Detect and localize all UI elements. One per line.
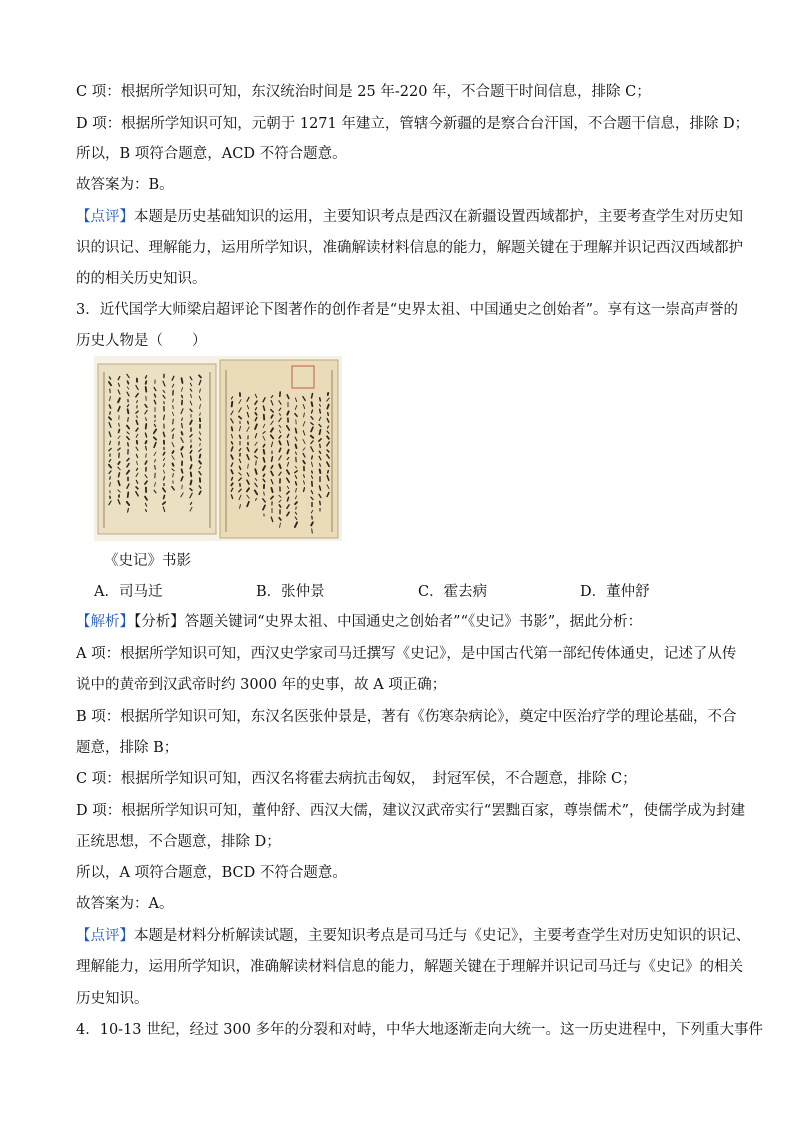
q3-stem-line-1: 3．近代国学大师梁启超评论下图著作的创作者是“史界太祖、中国通史之创始者”。享有这一崇高声誉的 [76,302,739,318]
text-stroke [295,502,297,504]
text-stroke [320,470,321,474]
text-stroke [128,492,129,497]
text-stroke [296,482,297,485]
q2-comment-line-3: 的的相关历史知识。 [76,271,207,287]
q3-comment-line-1 [76,926,751,946]
text-stroke [190,465,191,469]
text-stroke [182,378,183,383]
figure-caption: 《史记》书影 [104,553,191,569]
q2-comment-tag: 【点评】 [76,209,134,225]
text-stroke [320,501,321,504]
text-stroke [164,415,165,420]
q3-option-a-analysis-2: 说中的黄帝到汉武帝时约 3000 年的史事，故 A 项正确； [76,677,447,693]
q3-comment-line-3: 历史知识。 [76,991,149,1007]
text-stroke [182,395,183,397]
q3-comment-text-1: 本题是材料分析解读试题，主要知识考点是司马迁与《史记》，主要考查学生对历史知识的识记、 [134,928,751,944]
text-stroke [232,402,233,407]
text-stroke [296,429,297,433]
text-stroke [312,456,313,459]
text-stroke [173,464,174,466]
text-stroke [279,464,280,468]
q2-option-d-analysis: D 项：根据所学知识可知，元朝于 1271 年建立，管辖今新疆的是察合台汗国，不合题干信息，排除 D； [76,116,750,132]
q2-option-c-analysis: C 项：根据所学知识可知，东汉统治时间是 25 年-220 年，不合题干时间信息，排除 C； [76,84,651,100]
text-stroke [191,472,192,476]
text-stroke [137,416,138,418]
text-stroke [232,427,233,431]
text-stroke [146,510,147,512]
q2-conclusion: 所以，B 项符合题意，ACD 不符合题意。 [76,146,347,162]
text-stroke [320,398,321,401]
text-stroke [173,419,174,424]
text-stroke [264,450,265,454]
q3-option-b: B．张仲景 [256,584,325,600]
text-stroke [232,477,233,480]
q3-option-c-analysis: C 项：根据所学知识可知，西汉名将霍去病抗击匈奴， 封冠军侯，不合题意，排除 C； [76,771,637,787]
text-stroke [164,496,165,499]
text-stroke [191,456,192,460]
text-stroke [200,455,201,458]
q4-stem-line-1: 4．10-13 世纪，经过 300 多年的分裂和对峙，中华大地逐渐走向大统一。这一历史进程中，下列重大事件 [76,1022,764,1038]
q3-option-b-analysis-2: 题意，排除 B； [76,740,179,756]
q2-comment-text-1: 本题是历史基础知识的运用，主要知识考点是西汉在新疆设置西域都护，主要考查学生对历史知 [134,209,743,225]
text-stroke [146,387,147,392]
text-stroke [119,430,120,433]
text-stroke [182,432,183,435]
text-stroke [200,413,201,415]
q3-stem-line-2: 历史人物是（ ） [76,333,207,349]
q3-option-d-analysis-1: D 项：根据所学知识可知，董仲舒、西汉大儒，建议汉武帝实行“罢黜百家，尊崇儒术”，使儒学成为封建 [76,803,746,819]
text-stroke [264,492,265,495]
text-stroke [320,444,321,447]
text-stroke [128,443,129,446]
text-stroke [248,421,249,423]
q2-comment-line-1 [76,207,746,227]
text-stroke [328,413,329,416]
text-stroke [312,529,313,533]
q3-analysis-text-1: 【分析】答题关键词“史界太祖、中国通史之创始者”“《史记》书影”，据此分析： [134,614,643,630]
text-stroke [304,475,305,478]
q3-comment-tag: 【点评】 [76,928,134,944]
text-stroke [128,509,129,512]
q2-answer: 故答案为：B。 [76,177,174,193]
text-stroke [240,435,241,438]
text-stroke [173,434,174,438]
q3-analysis-tag: 【解析】 [76,614,134,630]
text-stroke [191,481,192,485]
text-stroke [320,430,321,435]
text-stroke [146,424,147,429]
q2-comment-line-2: 识的识记、理解能力，运用所学知识，准确解读材料信息的能力，解题关键在于理解并识记西汉西域都护 [76,240,743,256]
text-stroke [128,381,129,383]
text-stroke [191,446,192,448]
q3-option-a-analysis-1: A 项：根据所学知识可知，西汉史学家司马迁撰写《史记》，是中国古代第一部纪传体通史，记述了从传 [76,646,737,662]
text-stroke [118,462,119,464]
text-stroke [155,459,156,462]
text-stroke [155,420,156,422]
q3-option-a: A．司马迁 [94,584,163,600]
text-stroke [146,381,147,384]
text-stroke [110,477,111,480]
q3-option-d-analysis-2: 正统思想，不合题意，排除 D； [76,834,281,850]
text-stroke [255,413,256,415]
text-stroke [263,474,264,476]
text-stroke [312,471,313,473]
text-stroke [182,418,183,420]
shiji-book-image [94,356,342,541]
text-stroke [231,483,232,485]
text-stroke [328,426,329,428]
text-stroke [263,458,264,462]
text-stroke [312,402,313,406]
text-stroke [256,461,257,465]
text-stroke [271,488,272,492]
text-stroke [232,442,233,444]
text-stroke [320,464,321,467]
text-stroke [173,399,174,402]
q3-answer: 故答案为：A。 [76,896,174,912]
q3-option-c: C．霍去病 [418,584,488,600]
q3-option-b-analysis-1: B 项：根据所学知识可知，东汉名医张仲景是，著有《伤寒杂病论》，奠定中医治疗学的理论基础，不合 [76,709,737,725]
text-stroke [155,425,156,427]
text-stroke [110,441,111,444]
q3-conclusion: 所以，A 项符合题意，BCD 不符合题意。 [76,865,347,881]
text-stroke [173,474,174,478]
text-stroke [146,446,147,450]
text-stroke [312,394,313,398]
text-stroke [320,409,321,413]
text-stroke [328,471,329,473]
text-stroke [155,466,156,470]
text-stroke [173,405,174,408]
text-stroke [320,486,321,490]
text-stroke [296,445,297,449]
q3-comment-line-2: 理解能力，运用所学知识，准确解读材料信息的能力，解题关键在于理解并识记司马迁与《史记》的相关 [76,959,743,975]
text-stroke [172,451,173,453]
text-stroke [182,424,183,428]
text-stroke [128,409,129,413]
text-stroke [128,418,129,422]
text-stroke [272,457,273,461]
text-stroke [146,441,147,443]
q3-option-d: D．董仲舒 [580,584,650,600]
text-stroke [287,411,288,414]
text-stroke [182,469,183,473]
text-stroke [119,473,120,477]
q3-analysis-line-1 [76,612,746,632]
